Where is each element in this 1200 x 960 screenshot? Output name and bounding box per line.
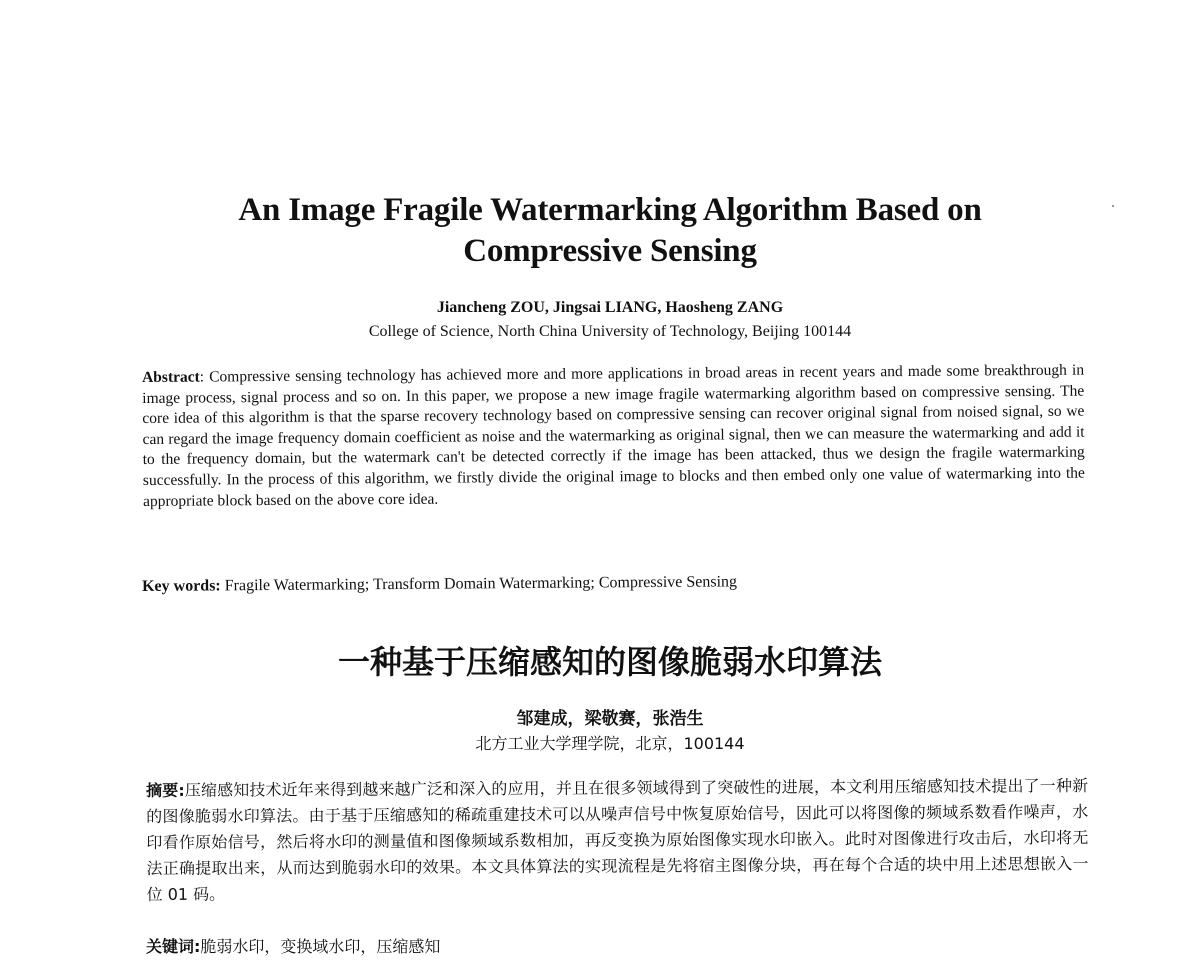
chinese-keywords-label: 关键词: [146, 937, 201, 956]
chinese-abstract-text: 压缩感知技术近年来得到越来越广泛和深入的应用，并且在很多领域得到了突破性的进展，本文利用压缩感知技术提出了一种新的图像脆弱水印算法。由于基于压缩感知的稀疏重建技术可以从噪声信号中恢复原始信号，因此可以将图像的频域系数看作噪声，水印看作原始信号，然后将水印的测量值和图像频域系数相加，再反变换为原始图像实现水印嵌入。此时对图像进行攻击后，水印将无法正确提取出来，从而达到脆弱水印的效果。本文具体算法的实现流程是先将宿主图像分块，再在每个合适的块中用上述思想嵌入一位 01 码。 [146, 776, 1089, 904]
chinese-keywords-text: 脆弱水印，变换域水印，压缩感知 [200, 937, 441, 956]
english-abstract [142, 361, 1085, 513]
chinese-title: 一种基于压缩感知的图像脆弱水印算法 [337, 643, 882, 681]
english-keywords-label: Key words: [142, 577, 221, 595]
english-keywords [142, 570, 1042, 597]
chinese-abstract-label: 摘要: [146, 780, 185, 800]
chinese-keywords [146, 934, 846, 960]
english-abstract-label: Abstract [142, 368, 200, 386]
chinese-affiliation: 北方工业大学理学院，北京，100144 [475, 734, 745, 753]
english-keywords-text: Fragile Watermarking; Transform Domain Watermarking; Compressive Sensing [220, 573, 738, 595]
english-authors: Jiancheng ZOU, Jingsai LIANG, Haosheng ZANG [436, 299, 784, 316]
chinese-authors: 邹建成，梁敬赛，张浩生 [516, 709, 704, 729]
chinese-abstract [146, 773, 1089, 908]
english-abstract-text: : Compressive sensing technology has achieved more and more applications in broad areas in recent years and made some breakthrough in image process, signal process and so on. In this paper, we propose a new image fragile watermarking algorithm based on compressive sensing. The core idea of this algorithm is that the sparse recovery technology based on compressive sensing can recover original signal from noised signal, so we can regard the image frequency domain coefficient as noise and the watermarking as original signal, then we can measure the watermarking and add it to the frequency domain, but the watermark can't be detected correctly if the image has been attacked, thus we design the fragile watermarking successfully. In the process of this algorithm, we firstly divide the original image to blocks and then embed only one value of watermarking into the appropriate block based on the above core idea. [142, 361, 1085, 510]
english-title: An Image Fragile Watermarking Algorithm Based on Compressive Sensing [238, 192, 982, 269]
english-affiliation: College of Science, North China University of Technology, Beijing 100144 [368, 323, 852, 340]
scan-speck [1112, 205, 1114, 207]
